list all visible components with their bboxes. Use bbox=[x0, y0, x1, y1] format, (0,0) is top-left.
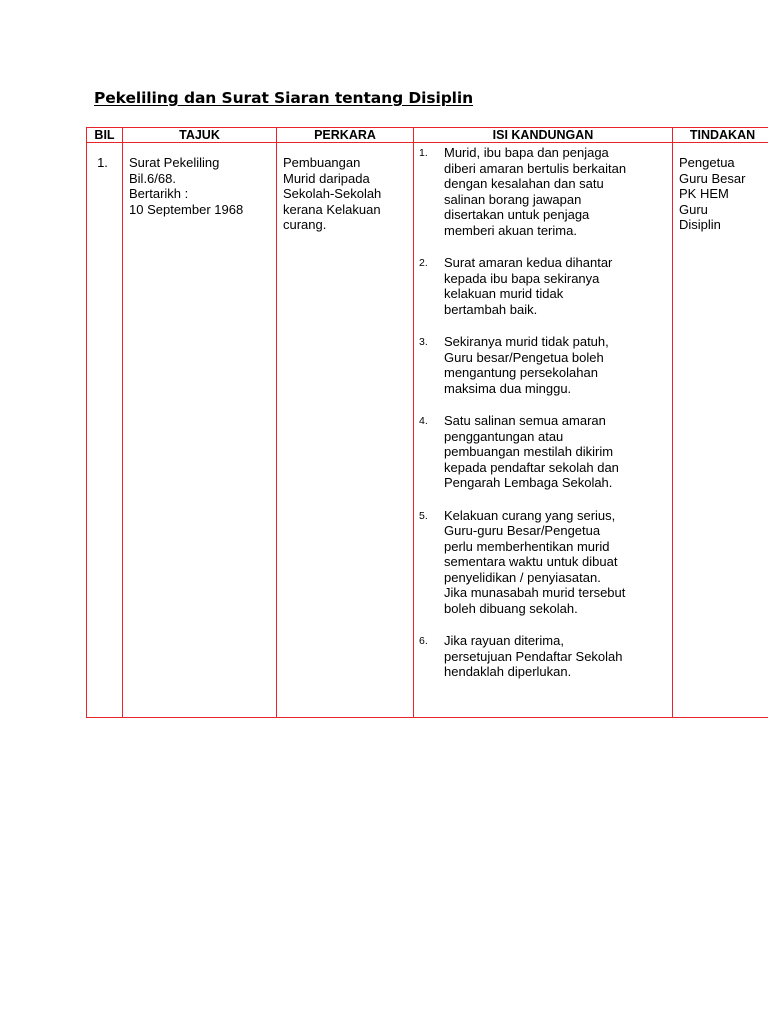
item-text-line: Satu salinan semua amaran bbox=[444, 413, 606, 428]
item-text bbox=[444, 334, 668, 396]
item-text-line: Surat amaran kedua dihantar bbox=[444, 255, 613, 270]
item-text-line: Guru besar/Pengetua boleh bbox=[444, 349, 604, 365]
perkara-line: Murid daripada bbox=[283, 170, 370, 186]
isi-kandungan-item bbox=[419, 413, 668, 491]
item-text-line: perlu memberhentikan murid bbox=[444, 538, 610, 554]
tindakan-line: Guru Besar bbox=[679, 170, 746, 186]
header-perkara: PERKARA bbox=[277, 128, 414, 143]
item-text-line: persetujuan Pendaftar Sekolah bbox=[444, 648, 623, 664]
item-number: 6. bbox=[419, 635, 428, 647]
cell-bil: 1. bbox=[87, 143, 123, 718]
perkara-line: Pembuangan bbox=[283, 155, 361, 170]
isi-kandungan-list bbox=[419, 145, 668, 680]
tajuk-line: Surat Pekeliling bbox=[129, 155, 220, 170]
cell-perkara bbox=[277, 143, 414, 718]
header-isi-kandungan: ISI KANDUNGAN bbox=[414, 128, 673, 143]
perkara-line: curang. bbox=[283, 217, 327, 232]
tindakan-line: Pengetua bbox=[679, 155, 735, 170]
item-text-line: hendaklah diperlukan. bbox=[444, 664, 572, 679]
item-text-line: penggantungan atau bbox=[444, 428, 564, 444]
table-row bbox=[87, 143, 768, 718]
perkara-line: kerana Kelakuan bbox=[283, 201, 381, 217]
cell-isi-kandungan bbox=[414, 143, 673, 718]
tindakan-line: Disiplin bbox=[679, 217, 721, 232]
tajuk-line: Bertarikh : bbox=[129, 186, 189, 201]
item-text-line: kelakuan murid tidak bbox=[444, 286, 564, 301]
header-bil: BIL bbox=[87, 128, 123, 143]
item-text-line: boleh dibuang sekolah. bbox=[444, 600, 578, 616]
cell-tajuk bbox=[123, 143, 277, 718]
item-number: 4. bbox=[419, 415, 428, 427]
item-text-line: Kelakuan curang yang serius, bbox=[444, 507, 616, 523]
item-text-line: Murid, ibu bapa dan penjaga bbox=[444, 145, 609, 160]
tindakan-line: PK HEM bbox=[679, 186, 729, 201]
item-text-line: diberi amaran bertulis berkaitan bbox=[444, 160, 627, 176]
item-text-line: Jika rayuan diterima, bbox=[444, 633, 564, 648]
cell-tindakan bbox=[673, 143, 768, 718]
item-number: 2. bbox=[419, 257, 428, 269]
item-text bbox=[444, 633, 668, 680]
tindakan-line: Guru bbox=[679, 201, 708, 217]
item-text-line: pembuangan mestilah dikirim bbox=[444, 444, 614, 459]
isi-kandungan-item bbox=[419, 255, 668, 317]
perkara-line: Sekolah-Sekolah bbox=[283, 186, 382, 201]
isi-kandungan-item bbox=[419, 507, 668, 617]
item-text-line: sementara waktu untuk dibuat bbox=[444, 554, 618, 569]
item-number: 5. bbox=[419, 509, 428, 522]
item-text-line: Guru-guru Besar/Pengetua bbox=[444, 523, 601, 538]
item-text-line: memberi akuan terima. bbox=[444, 222, 577, 238]
item-text-line: dengan kesalahan dan satu bbox=[444, 176, 604, 191]
item-text-line: Sekiranya murid tidak patuh, bbox=[444, 334, 609, 349]
item-text-line: maksima dua minggu. bbox=[444, 380, 572, 396]
header-tindakan: TINDAKAN bbox=[673, 128, 768, 143]
item-text-line: salinan borang jawapan bbox=[444, 191, 582, 207]
item-text-line: bertambah baik. bbox=[444, 301, 538, 317]
document-title: Pekeliling dan Surat Siaran tentang Disiplin bbox=[94, 89, 474, 107]
item-text-line: kepada ibu bapa sekiranya bbox=[444, 270, 600, 286]
item-text-line: kepada pendaftar sekolah dan bbox=[444, 459, 619, 475]
item-text-line: disertakan untuk penjaga bbox=[444, 207, 590, 222]
item-text-line: penyelidikan / penyiasatan. bbox=[444, 569, 601, 585]
item-number: 1. bbox=[419, 147, 428, 159]
item-text bbox=[444, 508, 668, 617]
item-text-line: Pengarah Lembaga Sekolah. bbox=[444, 475, 613, 490]
item-number: 3. bbox=[419, 336, 428, 348]
item-text bbox=[444, 413, 668, 491]
isi-kandungan-item bbox=[419, 633, 668, 680]
item-text bbox=[444, 255, 668, 317]
tajuk-line: Bil.6/68. bbox=[129, 170, 176, 186]
tajuk-line: 10 September 1968 bbox=[129, 201, 244, 217]
item-text-line: mengantung persekolahan bbox=[444, 365, 598, 380]
item-text bbox=[444, 145, 668, 238]
header-tajuk: TAJUK bbox=[123, 128, 277, 143]
discipline-circulars-table bbox=[86, 127, 768, 718]
isi-kandungan-item bbox=[419, 145, 668, 238]
table-header-row bbox=[87, 128, 768, 143]
isi-kandungan-item bbox=[419, 334, 668, 396]
item-text-line: Jika munasabah murid tersebut bbox=[444, 585, 626, 600]
